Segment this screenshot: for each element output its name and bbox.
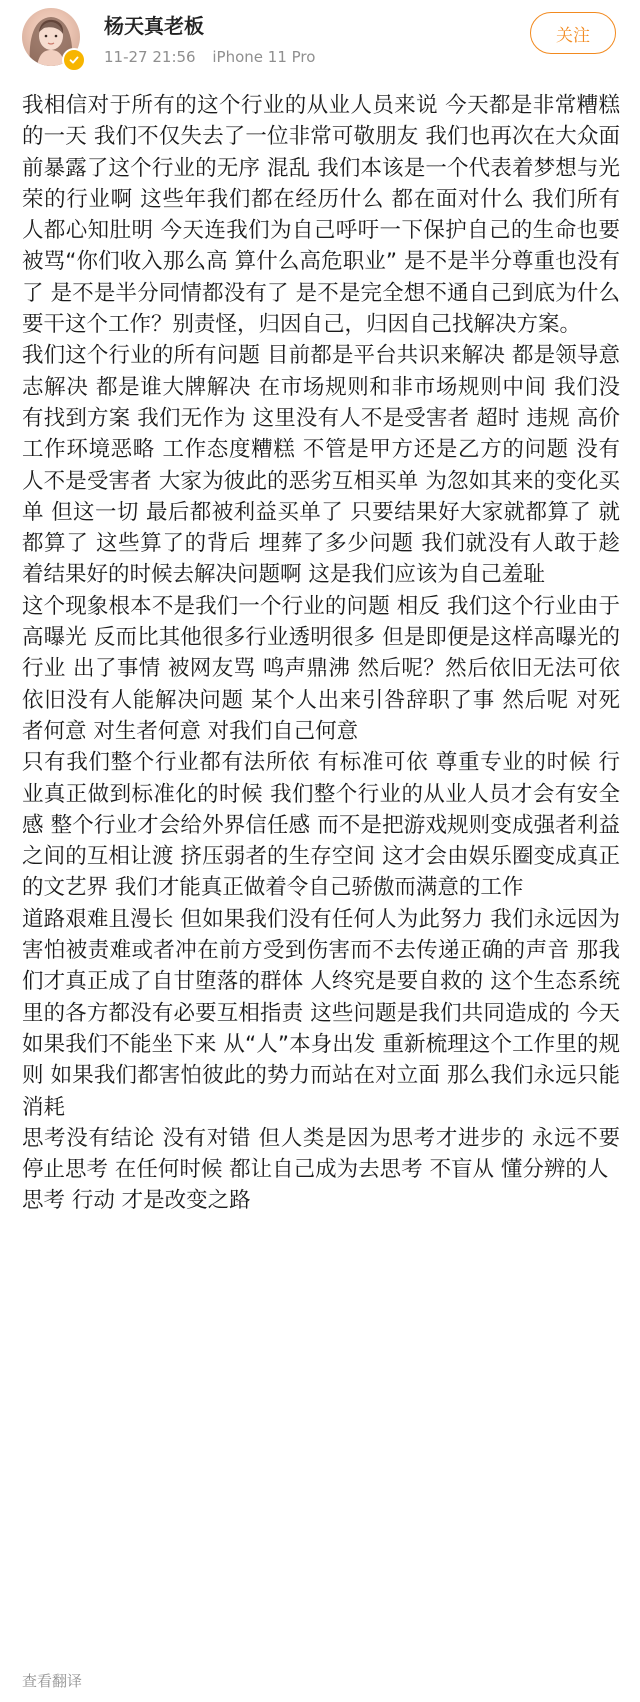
post-paragraph: 思考没有结论 没有对错 但人类是因为思考才进步的 永远不要停止思考 在任何时候 都让自己成为去思考 不盲从 懂分辨的人 (22, 1125, 620, 1183)
post-paragraph: 思考 行动 才是改变之路 (22, 1188, 251, 1214)
post-meta (104, 48, 327, 66)
post-paragraph: 这个现象根本不是我们一个行业的问题 相反 我们这个行业由于高曝光 反而比其他很多行业透明很多 但是即便是这样高曝光的行业 出了事情 被网友骂 鸣声鼎沸 然后呢？然后依旧无法可依 依旧没有人能解决问题 某个人出来引咎辞职了事 然后呢 对死者何意 对生者何意 对我们自己何意 (22, 593, 620, 744)
post-body (22, 90, 620, 1217)
view-translation-link[interactable]: 查看翻译 (22, 1672, 83, 1690)
post-timestamp: 11-27 21:56 (104, 48, 196, 66)
post-paragraph: 我们这个行业的所有问题 目前都是平台共识来解决 都是领导意志解决 都是谁大牌解决 在市场规则和非市场规则中间 我们没有找到方案 我们无作为 这里没有人不是受害者 超时 违规 高价 工作环境恶略 工作态度糟糕 不管是甲方还是乙方的问题 没有人不是受害者 大家为彼此的恶劣互相买单 为忽如其来的变化买单 但这一切 最后都被利益买单了 只要结果好大家就都算了 就都算了 这些算了的背后 埋葬了多少问题 我们就没有人敢于趁着结果好的时候去解决问题啊 这是我们应该为自己羞耻 (22, 343, 620, 588)
follow-button[interactable]: 关注 (530, 12, 616, 54)
verified-badge-icon (62, 48, 86, 72)
post-device: iPhone 11 Pro (212, 48, 316, 66)
username[interactable]: 杨天真老板 (104, 14, 204, 38)
post-header (0, 0, 640, 90)
post-paragraph: 只有我们整个行业都有法所依 有标准可依 尊重专业的时候 行业真正做到标准化的时候 我们整个行业的从业人员才会有安全感 整个行业才会给外界信任感 而不是把游戏规则变成强者利益之间的互相让渡 挤压弱者的生存空间 这才会由娱乐圈变成真正的文艺界 我们才能真正做着令自己骄傲而满意的工作 (22, 750, 620, 901)
post-paragraph: 我相信对于所有的这个行业的从业人员来说 今天都是非常糟糕的一天 我们不仅失去了一位非常可敬朋友 我们也再次在大众面前暴露了这个行业的无序 混乱 我们本该是一个代表着梦想与光荣的行业啊 这些年我们都在经历什么 都在面对什么 我们所有人都心知肚明 今天连我们为自己呼吁一下保护自己的生命也要被骂“你们收入那么高 算什么高危职业” 是不是半分尊重也没有了 是不是半分同情都没有了 是不是完全想不通自己到底为什么要干这个工作？别责怪，归因自己，归因自己找解决方案。 (22, 93, 620, 338)
post-paragraph: 道路艰难且漫长 但如果我们没有任何人为此努力 我们永远因为害怕被责难或者冲在前方受到伤害而不去传递正确的声音 那我们才真正成了自甘堕落的群体 人终究是要自救的 这个生态系统里的各方都没有必要互相指责 这些问题是我们共同造成的 今天如果我们不能坐下来 从“人”本身出发 重新梳理这个工作里的规则 如果我们都害怕彼此的势力而站在对立面 那么我们永远只能消耗 (22, 906, 620, 1120)
